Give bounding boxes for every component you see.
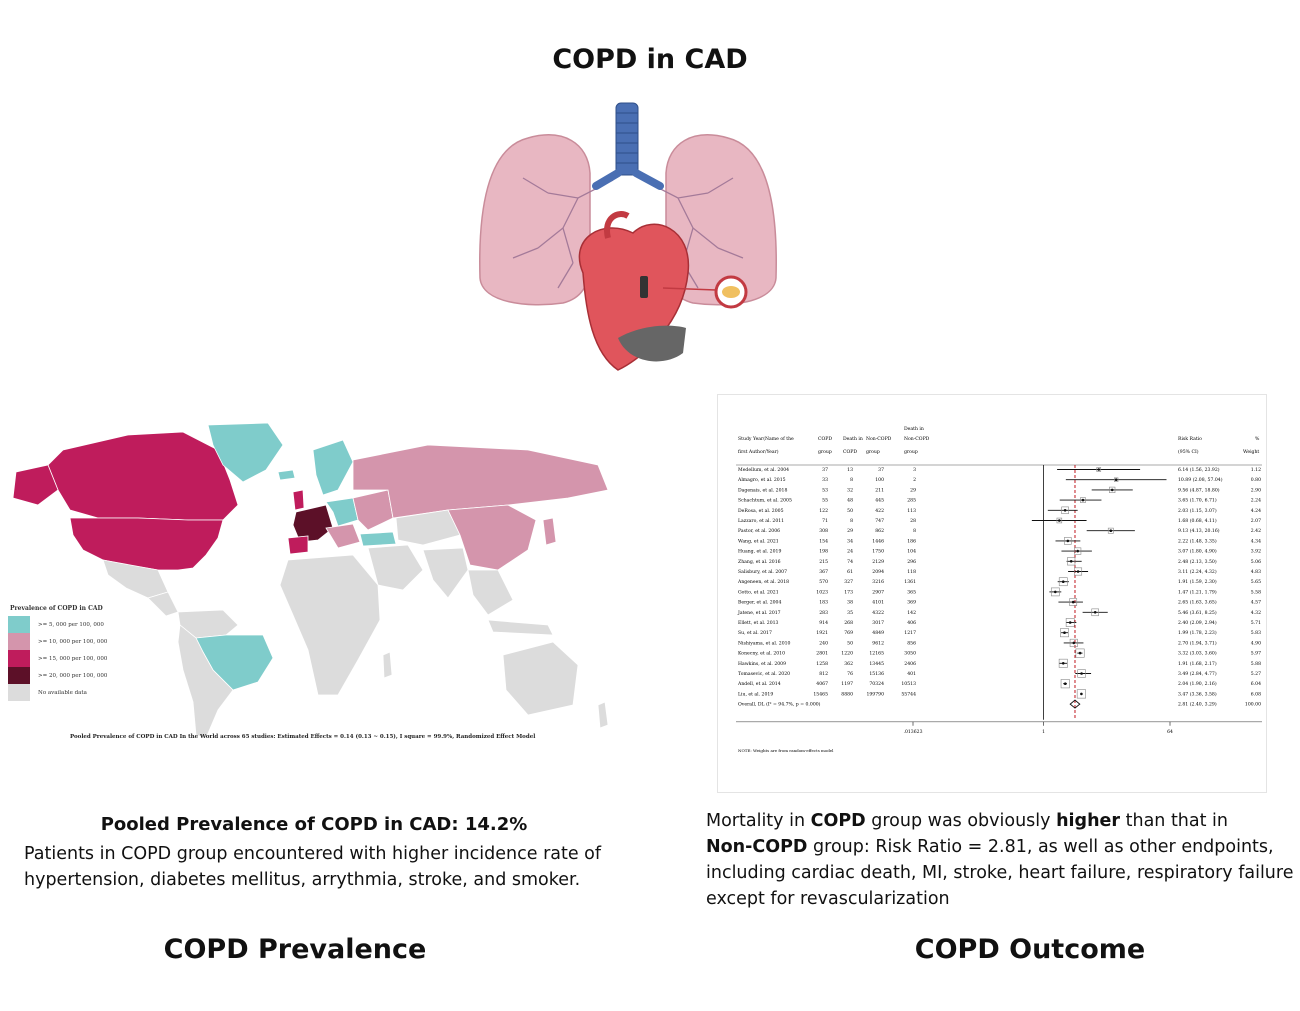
cell-weight: 4.34 bbox=[1250, 539, 1261, 545]
cell-weight: 2.24 bbox=[1250, 498, 1261, 504]
point-estimate bbox=[1067, 540, 1070, 543]
cell-death-noncopd: 1361 bbox=[904, 580, 916, 586]
point-estimate bbox=[1076, 550, 1079, 553]
cell-noncopd-group: 2094 bbox=[872, 570, 884, 575]
legend-swatch bbox=[8, 616, 30, 633]
cell-noncopd-group: 199790 bbox=[866, 692, 884, 698]
axis-tick-label: .013623 bbox=[903, 729, 923, 735]
point-estimate bbox=[1072, 601, 1075, 604]
map-region-turkey bbox=[360, 532, 396, 546]
cell-risk-ratio: 1.47 (1.21, 1.79) bbox=[1178, 590, 1217, 596]
legend-swatch bbox=[8, 667, 30, 684]
point-estimate bbox=[1064, 682, 1067, 685]
map-region-indonesia bbox=[488, 620, 553, 635]
header-death-noncopd-3: group bbox=[904, 450, 918, 455]
cell-risk-ratio: 2.03 (1.15, 3.07) bbox=[1178, 508, 1217, 514]
point-estimate bbox=[1080, 672, 1083, 675]
outcome-text-3: than that in bbox=[1120, 811, 1228, 831]
cell-copd-group: 55 bbox=[822, 498, 828, 504]
study-label: Pastor, et al. 2006 bbox=[738, 529, 781, 535]
cell-risk-ratio: 1.68 (0.68, 4.11) bbox=[1178, 519, 1217, 524]
axis-tick-label: 1 bbox=[1042, 729, 1046, 735]
study-label: Liu, et al. 2019 bbox=[738, 692, 774, 698]
cell-noncopd-group: 15136 bbox=[869, 672, 884, 677]
outcome-text-4: group: Risk Ratio = 2.81, as well as other endpoints, including cardiac death, MI, stroke, heart failure, respiratory failure except for revascularization bbox=[706, 837, 1294, 909]
cell-copd-group: 1921 bbox=[816, 631, 828, 637]
section-title-outcome: COPD Outcome bbox=[914, 934, 1146, 965]
legend-item bbox=[8, 633, 158, 650]
cell-risk-ratio: 6.14 (1.56, 23.92) bbox=[1178, 468, 1220, 473]
cell-death-noncopd: 3050 bbox=[904, 651, 916, 657]
cell-noncopd-group: 862 bbox=[875, 529, 884, 535]
cell-noncopd-group: 747 bbox=[875, 519, 884, 524]
header-copd-group: COPD bbox=[818, 437, 833, 442]
legend-label: >= 20, 000 per 100, 000 bbox=[38, 672, 108, 679]
cell-weight: 5.71 bbox=[1250, 621, 1261, 626]
cell-copd-group: 15465 bbox=[813, 692, 828, 698]
legend-label: >= 10, 000 per 100, 000 bbox=[38, 638, 108, 645]
cell-death-noncopd: 118 bbox=[907, 570, 916, 575]
point-estimate bbox=[1062, 580, 1065, 583]
cell-weight: 6.04 bbox=[1250, 682, 1261, 688]
cell-risk-ratio: 3.49 (2.84, 4.77) bbox=[1178, 672, 1217, 677]
cell-risk-ratio: 2.22 (1.48, 3.35) bbox=[1178, 539, 1217, 545]
cell-copd-group: 33 bbox=[822, 478, 828, 484]
cell-copd-group: 4067 bbox=[816, 682, 828, 688]
cell-death-copd: 362 bbox=[844, 661, 853, 667]
point-estimate bbox=[1094, 611, 1097, 614]
legend-swatch bbox=[8, 650, 30, 667]
forest-plot-panel bbox=[717, 394, 1267, 793]
study-label: Konecny, et al. 2010 bbox=[738, 651, 786, 657]
outcome-text-2: group was obviously bbox=[865, 811, 1057, 831]
header-copd-group-2: group bbox=[818, 450, 832, 455]
point-estimate bbox=[1070, 560, 1073, 563]
cell-noncopd-group: 100 bbox=[875, 478, 884, 484]
cell-copd-group: 53 bbox=[822, 488, 828, 494]
cell-risk-ratio: 3.07 (1.80, 4.90) bbox=[1178, 549, 1217, 555]
map-region-madagascar bbox=[383, 652, 392, 678]
header-weight: % bbox=[1255, 437, 1260, 442]
prevalence-description: Patients in COPD group encountered with higher incidence rate of hypertension, diabetes mellitus, arrythmia, stroke, and smoker. bbox=[24, 844, 602, 890]
map-region-uk bbox=[293, 490, 304, 510]
cell-risk-ratio: 3.32 (3.03, 3.60) bbox=[1178, 651, 1217, 657]
axis-tick-label: 64 bbox=[1167, 729, 1173, 735]
cell-copd-group: 2801 bbox=[816, 651, 828, 657]
cell-death-noncopd: 2406 bbox=[904, 661, 916, 667]
cell-death-noncopd: 296 bbox=[907, 559, 916, 565]
cell-risk-ratio: 9.56 (4.87, 18.80) bbox=[1178, 488, 1220, 494]
cell-death-noncopd: 28 bbox=[910, 519, 916, 524]
cell-risk-ratio: 9.13 (4.13, 20.16) bbox=[1178, 529, 1220, 535]
cell-death-noncopd: 369 bbox=[907, 600, 916, 606]
cell-noncopd-group: 4322 bbox=[872, 610, 884, 616]
cell-weight: 5.83 bbox=[1250, 631, 1261, 637]
cell-weight: 2.90 bbox=[1250, 488, 1261, 494]
cell-risk-ratio: 5.46 (3.61, 8.25) bbox=[1178, 610, 1217, 616]
cell-death-noncopd: 856 bbox=[907, 641, 916, 647]
cell-noncopd-group: 9612 bbox=[872, 641, 884, 647]
point-estimate bbox=[1115, 478, 1118, 481]
cell-death-copd: 35 bbox=[847, 610, 853, 616]
cell-weight: 5.27 bbox=[1250, 672, 1261, 677]
outcome-bold-copd: COPD bbox=[810, 811, 866, 831]
section-title-prevalence: COPD Prevalence bbox=[163, 934, 427, 965]
study-label: Hawkins, et al. 2009 bbox=[738, 661, 787, 667]
cell-copd-group: 183 bbox=[819, 600, 828, 606]
map-region-southeast-asia bbox=[468, 570, 513, 615]
map-region-canada bbox=[48, 432, 238, 520]
study-label: Huang, et al. 2019 bbox=[738, 549, 782, 555]
cell-risk-ratio: 2.04 (1.90, 2.16) bbox=[1178, 682, 1217, 688]
header-noncopd-group: Non-COPD bbox=[866, 437, 892, 442]
cell-noncopd-group: 3216 bbox=[872, 580, 884, 586]
cell-weight: 4.83 bbox=[1250, 570, 1261, 575]
study-label: Berger, et al. 2004 bbox=[738, 600, 782, 606]
point-estimate bbox=[1111, 489, 1114, 492]
cell-death-noncopd: 113 bbox=[907, 508, 916, 514]
point-estimate bbox=[1062, 662, 1065, 665]
cell-risk-ratio: 2.40 (2.09, 2.94) bbox=[1178, 621, 1217, 626]
point-estimate bbox=[1097, 468, 1100, 471]
study-label: Almagro, et al. 2015 bbox=[738, 478, 786, 484]
cell-death-noncopd: 3 bbox=[913, 468, 916, 473]
cell-risk-ratio: 1.99 (1.78, 2.23) bbox=[1178, 631, 1217, 637]
cell-death-copd: 50 bbox=[847, 641, 853, 647]
study-label: DeRosa, et al. 2005 bbox=[738, 508, 784, 514]
cell-death-noncopd: 1217 bbox=[904, 631, 916, 637]
point-estimate bbox=[1080, 693, 1083, 696]
cell-death-copd: 29 bbox=[847, 529, 853, 535]
cell-death-copd: 1220 bbox=[841, 651, 853, 657]
cell-risk-ratio: 3.47 (3.36, 3.58) bbox=[1178, 692, 1217, 698]
map-region-western-europe bbox=[293, 505, 333, 542]
point-estimate bbox=[1069, 621, 1072, 624]
study-label: Andell, et al. 2014 bbox=[738, 682, 781, 688]
cell-copd-group: 308 bbox=[819, 529, 828, 535]
map-region-africa bbox=[280, 555, 380, 695]
cell-death-noncopd: 406 bbox=[907, 621, 916, 626]
map-region-eastern-europe bbox=[353, 490, 393, 530]
legend-title: Prevalence of COPD in CAD bbox=[10, 605, 103, 612]
cell-weight: 2.42 bbox=[1250, 529, 1261, 535]
cell-copd-group: 283 bbox=[819, 610, 828, 616]
cell-death-noncopd: 29 bbox=[910, 488, 916, 494]
legend-label: >= 5, 000 per 100, 000 bbox=[38, 621, 104, 628]
legend-item bbox=[8, 667, 158, 684]
cell-death-copd: 1197 bbox=[841, 682, 853, 688]
cell-weight: 4.32 bbox=[1250, 610, 1261, 616]
cell-noncopd-group: 4101 bbox=[872, 600, 884, 606]
header-death-copd: Death in bbox=[843, 437, 863, 442]
map-region-australia bbox=[503, 642, 578, 715]
cell-copd-group: 367 bbox=[819, 570, 828, 575]
cell-weight: 5.06 bbox=[1250, 559, 1261, 565]
cell-death-copd: 268 bbox=[844, 621, 853, 626]
cell-death-copd: 74 bbox=[847, 559, 853, 565]
study-label: Ellett, et al. 2013 bbox=[738, 621, 779, 626]
overall-risk-ratio: 2.81 (2.40, 3.29) bbox=[1178, 702, 1217, 708]
cell-noncopd-group: 2129 bbox=[872, 559, 884, 565]
world-map-panel bbox=[8, 420, 628, 750]
study-label: Nishiyama, et al. 2010 bbox=[738, 641, 791, 647]
cell-copd-group: 1258 bbox=[816, 661, 828, 667]
cell-weight: 0.80 bbox=[1250, 478, 1261, 484]
cell-weight: 5.88 bbox=[1250, 661, 1261, 667]
outcome-description bbox=[706, 808, 1296, 912]
study-label: Angeneen, et al. 2018 bbox=[738, 580, 790, 586]
cell-death-copd: 76 bbox=[847, 672, 853, 677]
cell-death-copd: 61 bbox=[847, 570, 853, 575]
cell-weight: 5.65 bbox=[1250, 580, 1261, 586]
overall-label: Overall, DL (I² = 94.7%, p = 0.000) bbox=[738, 702, 821, 708]
cell-noncopd-group: 1446 bbox=[872, 539, 884, 545]
cell-weight: 1.12 bbox=[1250, 468, 1261, 473]
header-death-noncopd-2: Non-COPD bbox=[904, 437, 930, 442]
legend-item bbox=[8, 650, 158, 667]
cell-death-noncopd: 10513 bbox=[901, 682, 916, 688]
cell-copd-group: 71 bbox=[822, 519, 828, 524]
header-death-noncopd: Death in bbox=[904, 427, 924, 432]
point-estimate bbox=[1064, 509, 1067, 512]
map-region-india bbox=[423, 548, 468, 598]
study-label: Salisbury, et al. 2007 bbox=[738, 570, 788, 575]
study-label: Medellum, et al. 2004 bbox=[738, 468, 790, 473]
cell-death-noncopd: 2 bbox=[913, 478, 916, 484]
cell-copd-group: 122 bbox=[819, 508, 828, 514]
prevalence-headline: Pooled Prevalence of COPD in CAD: 14.2% bbox=[100, 814, 528, 835]
cell-copd-group: 37 bbox=[822, 468, 828, 473]
point-estimate bbox=[1063, 631, 1066, 634]
cell-noncopd-group: 70324 bbox=[869, 682, 884, 688]
cell-death-noncopd: 8 bbox=[913, 529, 916, 535]
cell-copd-group: 914 bbox=[819, 621, 828, 626]
cell-risk-ratio: 1.91 (1.68, 2.17) bbox=[1178, 661, 1217, 667]
study-label: Tomasevic, et al. 2020 bbox=[738, 672, 791, 677]
cell-death-copd: 32 bbox=[847, 488, 853, 494]
cell-death-copd: 34 bbox=[847, 539, 853, 545]
legend-item bbox=[8, 616, 158, 633]
page-title: COPD in CAD bbox=[552, 44, 748, 75]
cell-noncopd-group: 4849 bbox=[872, 631, 884, 637]
legend-label: >= 15, 000 per 100, 000 bbox=[38, 655, 108, 662]
outcome-bold-noncopd: Non-COPD bbox=[706, 837, 808, 857]
map-region-usa bbox=[70, 518, 223, 570]
cell-death-copd: 24 bbox=[847, 549, 853, 555]
study-label: Lazzaro, et al. 2011 bbox=[738, 519, 785, 524]
cell-noncopd-group: 1750 bbox=[872, 549, 884, 555]
cell-death-copd: 48 bbox=[847, 498, 853, 504]
cell-noncopd-group: 13445 bbox=[869, 661, 884, 667]
cell-death-noncopd: 401 bbox=[907, 672, 916, 677]
cell-weight: 4.57 bbox=[1250, 600, 1261, 606]
forest-plot bbox=[718, 395, 1266, 792]
cell-noncopd-group: 445 bbox=[875, 498, 884, 504]
point-estimate bbox=[1058, 519, 1061, 522]
overall-weight: 100.00 bbox=[1244, 702, 1261, 708]
cell-noncopd-group: 3017 bbox=[872, 621, 884, 626]
cell-weight: 6.08 bbox=[1250, 692, 1261, 698]
cell-copd-group: 198 bbox=[819, 549, 828, 555]
cell-death-noncopd: 104 bbox=[907, 549, 916, 555]
study-label: Wang, et al. 2021 bbox=[738, 539, 779, 545]
lungs-heart-illustration bbox=[468, 98, 788, 383]
cell-death-copd: 173 bbox=[844, 590, 853, 596]
point-estimate bbox=[1072, 642, 1075, 645]
map-caption: Pooled Prevalence of COPD in CAD In the World across 65 studies: Estimated Effects = 0.14 (0.13 ~ 0.15), I square = 99.9%, Randomized Effect Model bbox=[70, 734, 536, 740]
cell-noncopd-group: 12165 bbox=[869, 651, 884, 657]
legend-label: No available data bbox=[38, 689, 87, 696]
legend-swatch bbox=[8, 633, 30, 650]
cell-noncopd-group: 37 bbox=[878, 468, 884, 473]
study-label: Gotto, et al. 2021 bbox=[738, 590, 779, 596]
cell-weight: 2.07 bbox=[1250, 519, 1261, 524]
header-rr: Risk Ratio bbox=[1178, 437, 1202, 442]
point-estimate bbox=[1077, 570, 1080, 573]
cell-death-copd: 769 bbox=[844, 631, 853, 637]
cell-risk-ratio: 2.65 (1.63, 3.65) bbox=[1178, 600, 1217, 606]
cell-death-noncopd: 55744 bbox=[901, 692, 916, 698]
map-legend bbox=[8, 602, 158, 701]
heart-icon bbox=[579, 214, 688, 370]
map-region-iceland bbox=[278, 470, 295, 480]
study-label: Zhang, et al. 2016 bbox=[738, 559, 781, 565]
study-label: Su, et al. 2017 bbox=[738, 631, 772, 637]
cell-risk-ratio: 3.65 (1.70, 6.71) bbox=[1178, 498, 1217, 504]
study-label: Jatene, et al. 2017 bbox=[738, 610, 781, 616]
study-label: Dagenais, et al. 2018 bbox=[738, 488, 788, 494]
header-weight-2: Weight bbox=[1243, 450, 1260, 455]
cell-risk-ratio: 3.11 (2.24, 4.32) bbox=[1178, 570, 1217, 575]
header-death-copd-2: COPD bbox=[843, 450, 858, 455]
map-region-italy-balkans bbox=[326, 524, 360, 548]
cell-copd-group: 1023 bbox=[816, 590, 828, 596]
cell-risk-ratio: 2.70 (1.94, 3.71) bbox=[1178, 641, 1217, 647]
outcome-text-1: Mortality in bbox=[706, 811, 811, 831]
header-study: Study Year(Name of the bbox=[738, 437, 794, 442]
map-region-iberia bbox=[288, 536, 308, 554]
cell-death-copd: 13 bbox=[847, 468, 853, 473]
map-region-japan bbox=[543, 518, 556, 545]
point-estimate bbox=[1054, 591, 1057, 594]
cell-death-noncopd: 142 bbox=[907, 610, 916, 616]
cell-noncopd-group: 2907 bbox=[872, 590, 884, 596]
legend-item bbox=[8, 684, 158, 701]
cell-weight: 5.97 bbox=[1250, 651, 1261, 657]
cell-death-copd: 327 bbox=[844, 580, 853, 586]
header-rr-2: (95% CI) bbox=[1178, 450, 1199, 455]
forest-note: NOTE: Weights are from random-effects model bbox=[738, 747, 834, 753]
map-region-new-zealand bbox=[598, 702, 608, 728]
cell-risk-ratio: 1.91 (1.59, 2.30) bbox=[1178, 580, 1217, 586]
map-region-scandinavia bbox=[313, 440, 353, 495]
cell-death-noncopd: 186 bbox=[907, 539, 916, 545]
cell-copd-group: 240 bbox=[819, 641, 828, 647]
legend-swatch bbox=[8, 684, 30, 701]
cell-death-copd: 8 bbox=[850, 519, 853, 524]
cell-copd-group: 215 bbox=[819, 559, 828, 565]
cell-weight: 4.90 bbox=[1250, 641, 1261, 647]
cell-copd-group: 154 bbox=[819, 539, 828, 545]
cell-death-copd: 8 bbox=[850, 478, 853, 484]
study-label: Schachtum, et al. 2005 bbox=[738, 498, 792, 504]
cell-risk-ratio: 2.48 (2.13, 3.50) bbox=[1178, 559, 1217, 565]
outcome-bold-higher: higher bbox=[1056, 811, 1121, 831]
cell-death-noncopd: 365 bbox=[907, 590, 916, 596]
cell-death-copd: 8880 bbox=[841, 692, 853, 698]
point-estimate bbox=[1110, 529, 1113, 532]
header-noncopd-group-2: group bbox=[866, 450, 880, 455]
cell-death-copd: 50 bbox=[847, 508, 853, 514]
point-estimate bbox=[1079, 652, 1082, 655]
cell-noncopd-group: 422 bbox=[875, 508, 884, 514]
cell-noncopd-group: 211 bbox=[875, 488, 884, 494]
cell-copd-group: 812 bbox=[819, 672, 828, 677]
cell-weight: 4.24 bbox=[1250, 508, 1261, 514]
cell-weight: 5.58 bbox=[1250, 590, 1261, 596]
cell-death-noncopd: 285 bbox=[907, 498, 916, 504]
cell-copd-group: 570 bbox=[819, 580, 828, 586]
header-study-2: first Author/Year) bbox=[738, 450, 779, 455]
cell-risk-ratio: 10.89 (2.08, 57.04) bbox=[1178, 478, 1223, 484]
point-estimate bbox=[1082, 499, 1085, 502]
cell-weight: 3.92 bbox=[1250, 549, 1261, 555]
cell-death-copd: 38 bbox=[847, 600, 853, 606]
